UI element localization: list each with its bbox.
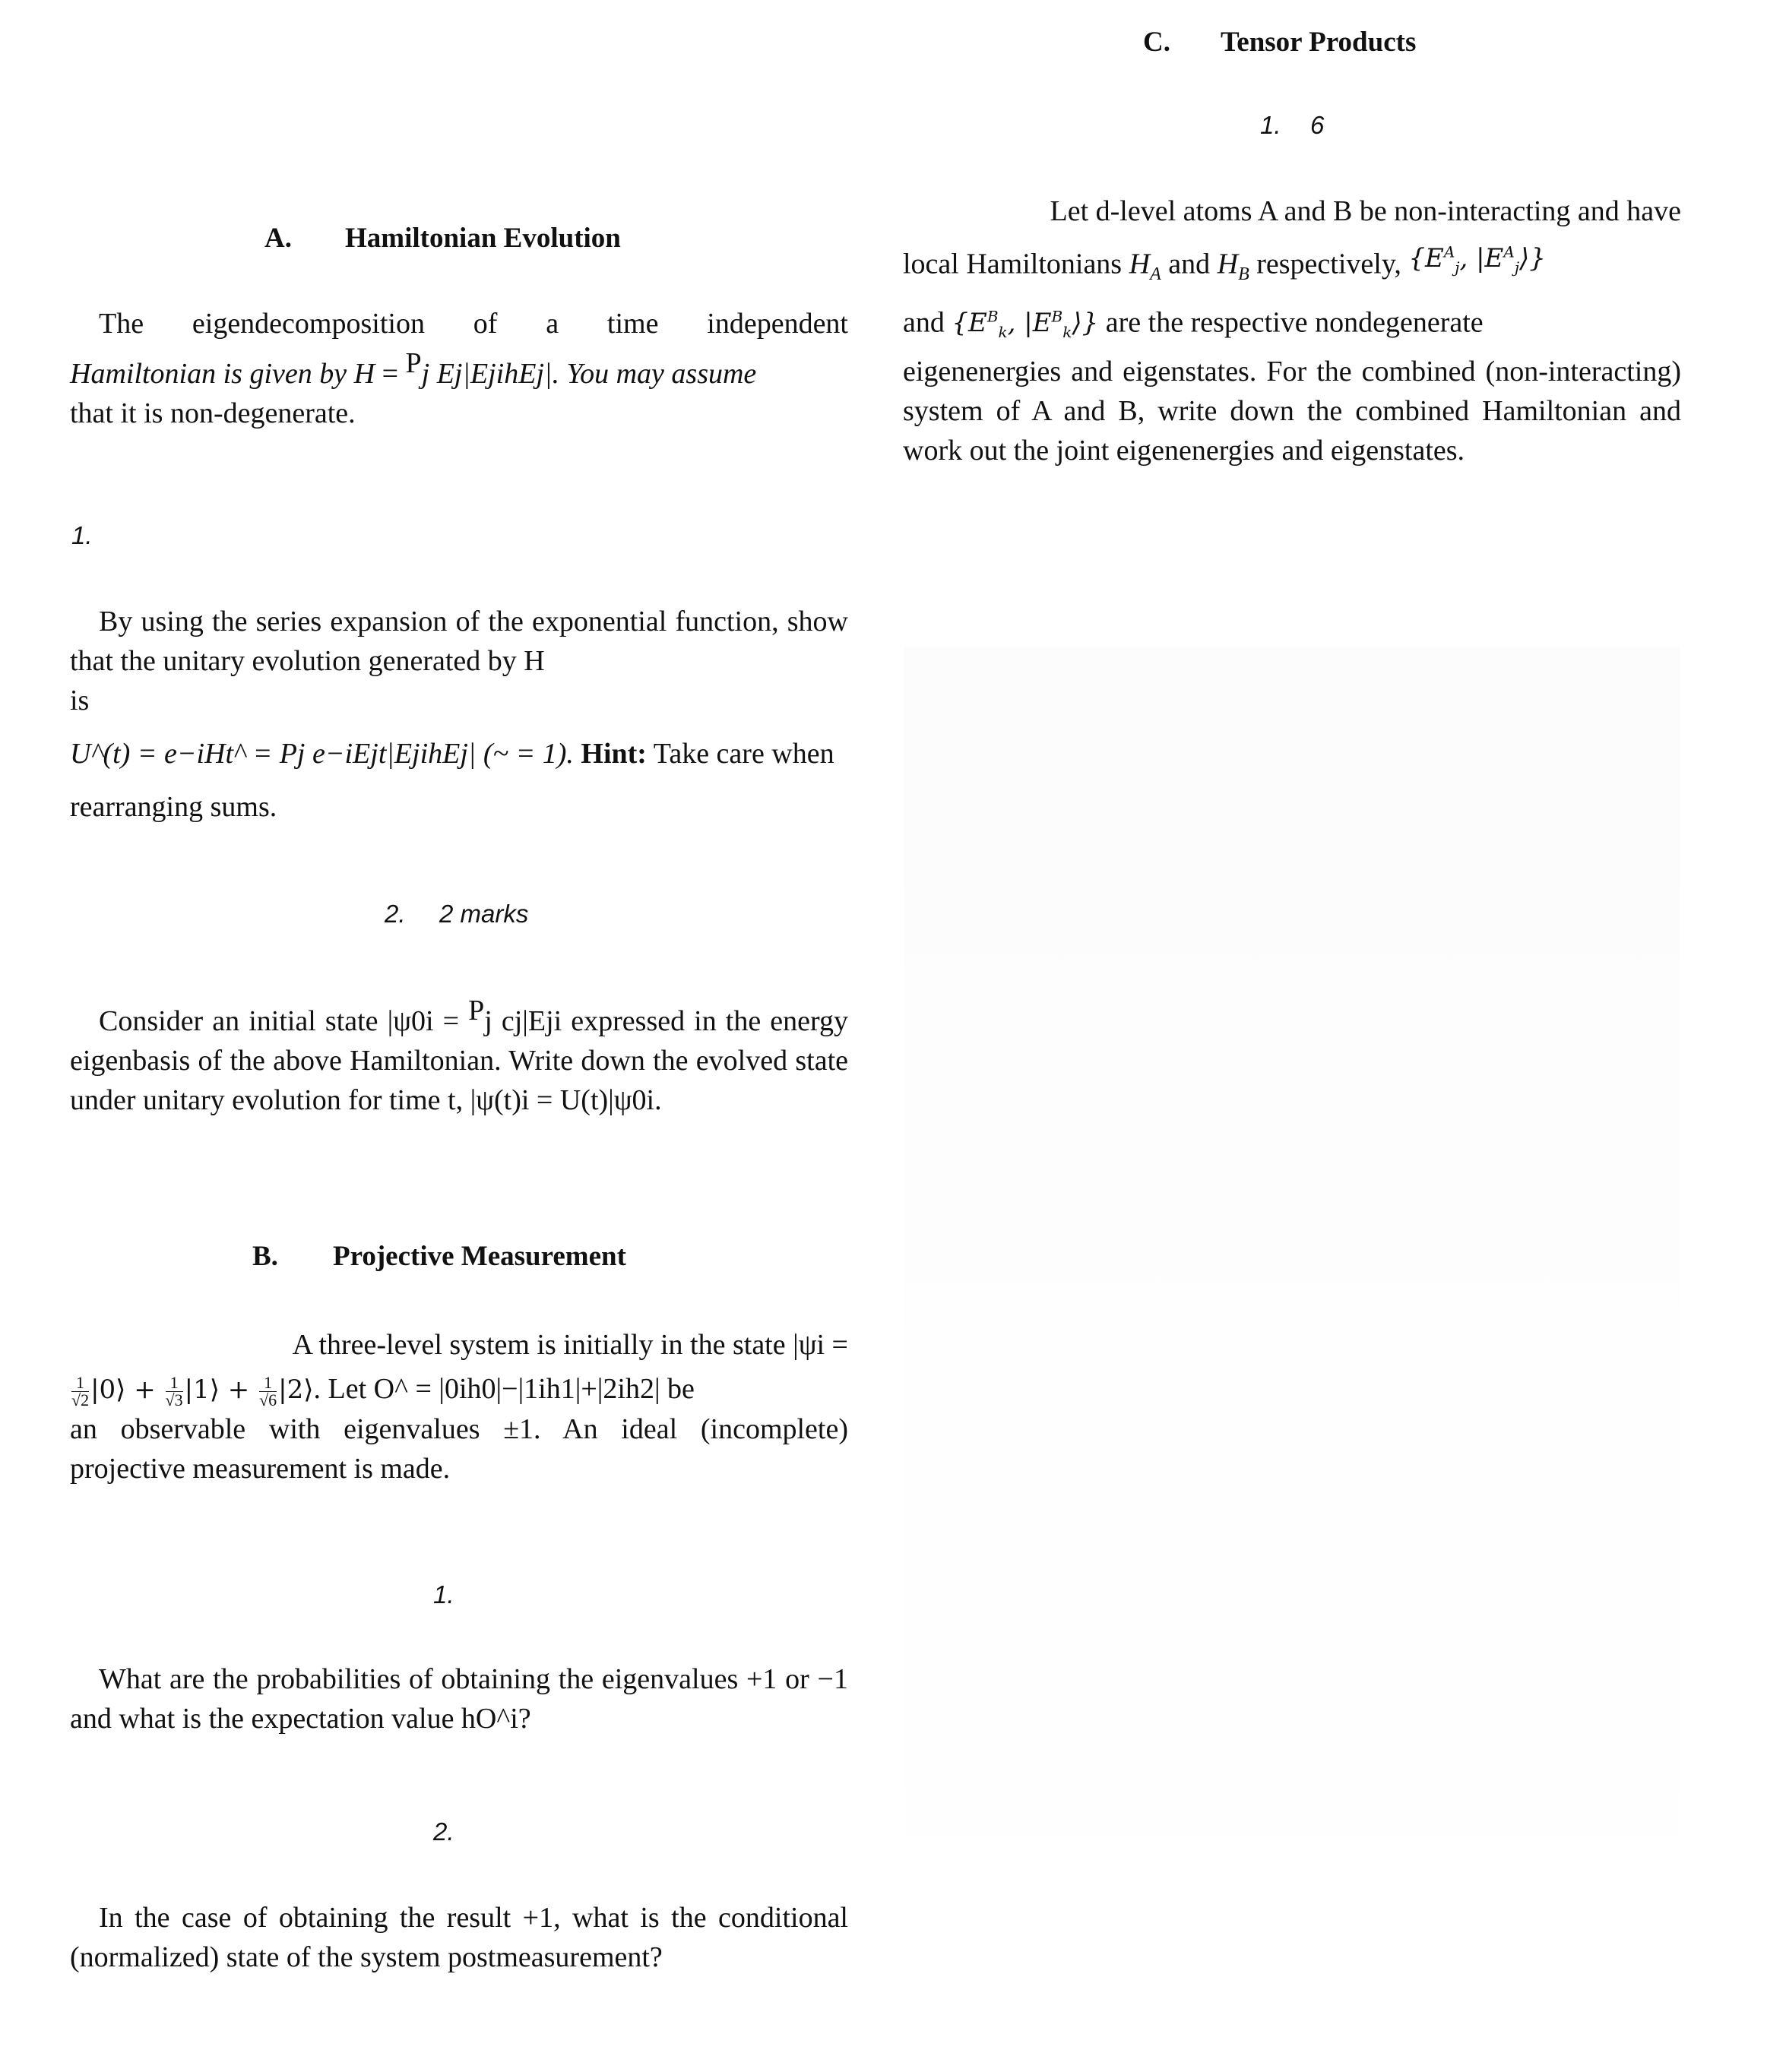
frac-den: √6 — [259, 1390, 277, 1409]
ket-0: |0⟩ + — [90, 1374, 164, 1405]
section-b-intro-line-3: an observable with eigenvalues ±1. An ideal (incomplete) projective measurement is made. — [70, 1413, 848, 1485]
local-hamiltonians-label: local Hamiltonians — [903, 248, 1129, 280]
section-a-title: Hamiltonian Evolution — [345, 223, 621, 254]
question-a1-formula-line — [70, 734, 848, 773]
set-a-sup: A — [1443, 243, 1455, 261]
ket-2: |2⟩ — [278, 1374, 314, 1405]
question-a1-line: By using the series expansion of the exponential function, show that the unitary evolution generated by H — [70, 606, 848, 677]
question-c1-number: 1. — [1260, 111, 1281, 139]
set-a-sub: j — [1455, 258, 1460, 277]
unitary-formula: U^(t) = e−iHt^ = Pj e−iEjt|EjihEj| (~ = 1). — [70, 738, 581, 770]
question-a2-number: 2. — [385, 900, 406, 928]
set-b-sub-2: k — [1062, 323, 1072, 342]
frac-num: 1 — [259, 1374, 277, 1392]
ket-1: |1⟩ + — [184, 1374, 258, 1405]
set-b-sub: k — [998, 323, 1008, 342]
question-b2-number: 2. — [433, 1817, 454, 1846]
section-c-letter: C. — [1143, 27, 1170, 58]
frac-den: √2 — [71, 1390, 90, 1409]
question-a1-tail: rearranging sums. — [70, 791, 277, 823]
set-b-sup-2: B — [1051, 307, 1063, 326]
equals-sign: = — [375, 358, 406, 390]
frac-num: 1 — [71, 1374, 89, 1392]
set-b-close: ⟩} — [1072, 308, 1099, 339]
set-a-open: {E — [1408, 243, 1444, 274]
section-c-line-2 — [903, 239, 1681, 294]
section-c-line-3 — [903, 297, 1681, 352]
section-b-letter: B. — [252, 1241, 278, 1272]
question-a2-marks: 2 marks — [439, 900, 529, 928]
hamiltonian-a-sub: A — [1150, 264, 1161, 284]
question-a1-text — [70, 602, 848, 720]
question-a2-header — [385, 900, 528, 928]
frac-den: √3 — [165, 1390, 183, 1409]
section-a-letter: A. — [264, 223, 292, 254]
question-b1-number: 1. — [433, 1580, 454, 1609]
set-a-mid: , |E — [1459, 243, 1504, 274]
eigendecomposition-expr: j Ej|EjihEj|. You may assume — [421, 358, 757, 390]
set-b-sup: B — [986, 307, 999, 326]
nondegenerate-text: are the respective nondegenerate — [1098, 306, 1484, 339]
question-a1-is: is — [70, 685, 90, 717]
intro-line-1: The eigendecomposition of a time independent — [99, 308, 848, 340]
section-b-intro-line-1: A three-level system is initially in the state |ψi = — [292, 1329, 848, 1361]
question-a2-text — [70, 995, 848, 1120]
section-b-title: Projective Measurement — [333, 1241, 626, 1272]
question-b1-text: What are the probabilities of obtaining the eigenvalues +1 or −1 and what is the expectation value hO^i? — [70, 1663, 848, 1735]
set-a-sup-2: A — [1503, 243, 1515, 261]
hint-label: Hint: — [581, 738, 647, 770]
question-a1-number: 1. — [71, 521, 93, 549]
question-c1-marks: 6 — [1310, 111, 1325, 139]
observable-def: . Let O^ = |0ih0|−|1ih1|+|2ih2| be — [313, 1373, 695, 1405]
set-b-mid: , |E — [1007, 308, 1052, 339]
and-word: and — [1161, 248, 1218, 280]
section-a-heading — [264, 222, 621, 255]
section-c-body — [903, 191, 1681, 470]
frac-num: 1 — [166, 1374, 183, 1392]
question-a2-body: j cj|Eji expressed in the energy eigenbasis of the above Hamiltonian. Write down the evolved state under unitary evolution for time t, |ψ(t)i = U(t)|ψ0i. — [70, 1005, 848, 1116]
section-c-line-1: Let d-level atoms A and B be non-interacting and have — [1050, 195, 1681, 227]
bleed-through-area — [904, 646, 1680, 2013]
respectively-word: respectively, — [1249, 248, 1409, 280]
set-b-open: {E — [952, 308, 987, 339]
eigenset-b — [952, 307, 1099, 342]
fraction-1-over-sqrt2 — [71, 1374, 89, 1409]
and-word-2: and — [903, 306, 952, 339]
question-c1-header — [1260, 111, 1324, 140]
section-b-heading — [252, 1240, 626, 1273]
eigenset-a — [1408, 243, 1546, 277]
sum-symbol-2: P — [468, 995, 485, 1027]
set-a-sub-2: j — [1514, 258, 1520, 277]
section-b-intro — [70, 1325, 848, 1488]
section-c-heading — [1143, 26, 1416, 59]
set-a-close: ⟩} — [1519, 243, 1546, 274]
section-c-line-4: eigenenergies and eigenstates. For the combined (non-interacting) system of A and B, write down the combined Hamiltonian and work out the joint eigenenergies and eigenstates. — [903, 356, 1681, 467]
intro-line-2 — [70, 347, 848, 394]
hint-text: Take care when — [646, 738, 834, 770]
section-b-state-line — [70, 1369, 848, 1409]
intro-line-3: that it is non-degenerate. — [70, 397, 356, 429]
hamiltonian-a: H — [1129, 248, 1151, 280]
hamiltonian-symbol: Hamiltonian is given by H — [70, 358, 375, 390]
section-c-title: Tensor Products — [1221, 27, 1417, 58]
fraction-1-over-sqrt6 — [259, 1374, 277, 1409]
fraction-1-over-sqrt3 — [166, 1374, 183, 1409]
section-a-intro — [70, 304, 848, 433]
hamiltonian-b: H — [1217, 248, 1239, 280]
sum-symbol: P — [405, 347, 422, 379]
initial-state-expr: Consider an initial state |ψ0i = — [99, 1005, 469, 1037]
hamiltonian-b-sub: B — [1238, 264, 1249, 284]
question-b2-text: In the case of obtaining the result +1, what is the conditional (normalized) state of the system postmeasurement? — [70, 1902, 848, 1973]
